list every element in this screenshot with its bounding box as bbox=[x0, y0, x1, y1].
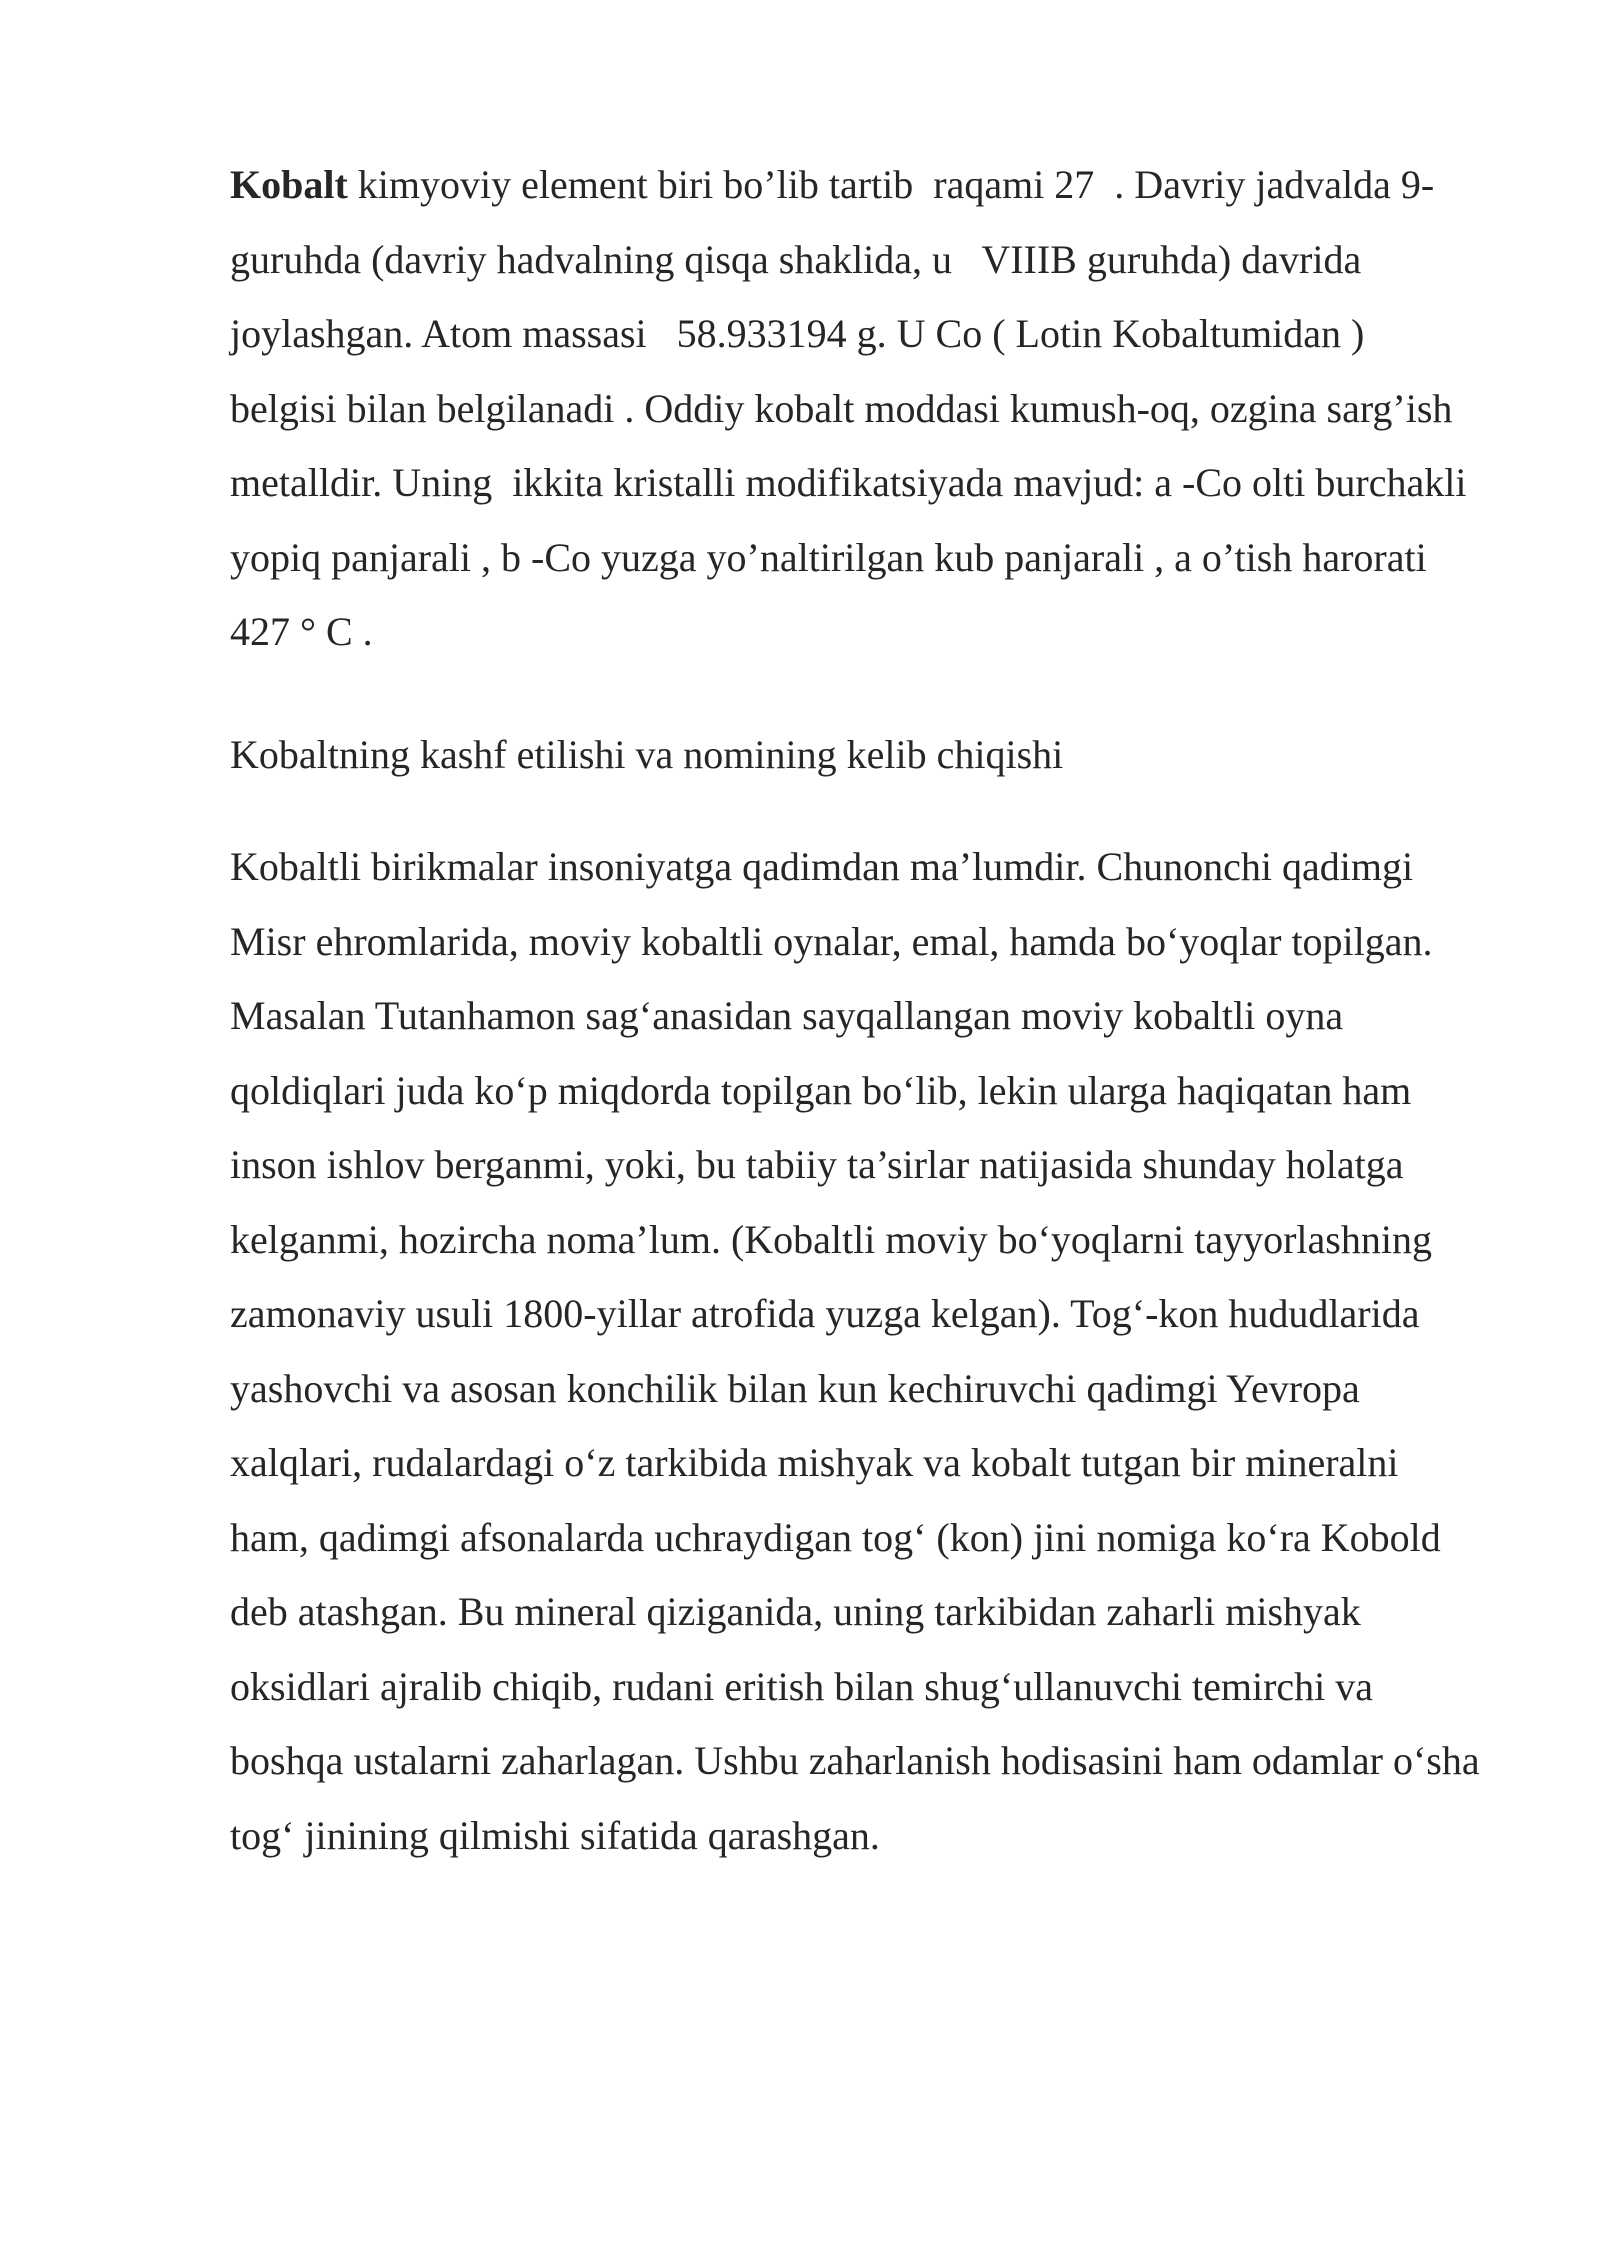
section-heading: Kobaltning kashf etilishi va nomining kelib chiqishi bbox=[230, 731, 1064, 777]
body-paragraph: Kobaltli birikmalar insoniyatga qadimdan ma’lumdir. Chunonchi qadimgi Misr ehromlarida, moviy kobaltli oynalar, emal, hamda bo‘yoqlar topilgan. Masalan Tutanhamon sag‘anasidan sayqallangan moviy kobaltli oyna qoldiqlari juda ko‘p miqdorda topilgan bo‘lib, lekin ularga haqiqatan ham inson ishlov berganmi, yoki, bu tabiiy ta’sirlar natijasida shunday holatga kelganmi, hozircha noma’lum. (Kobaltli moviy bo‘yoqlarni tayyorlashning zamonaviy usuli 1800-yillar atrofida yuzga kelgan). Tog‘-kon hududlarida yashovchi va asosan konchilik bilan kun kechiruvchi qadimgi Yevropa xalqlari, rudalardagi o‘z tarkibida mishyak va kobalt tutgan bir mineralni ham, qadimgi afsonalarda uchraydigan tog‘ (kon) jini nomiga ko‘ra Kobold deb atashgan. Bu mineral qiziganida, uning tarkibidan zaharli mishyak oksidlari ajralib chiqib, rudani eritish bilan shug‘ullanuvchi temirchi va boshqa ustalarni zaharlagan. Ushbu zaharlanish hodisasini ham odamlar o‘sha tog‘ jinining qilmishi sifatida qarashgan. bbox=[230, 844, 1490, 1858]
intro-text: kimyoviy element biri bo’lib tartib raqami 27 . Davriy jadvalda 9-guruhda (davriy hadvalning qisqa shaklida, u VIIIB guruhda) davrida joylashgan. Atom massasi 58.933194 g. U Co ( Lotin Kobaltumidan ) belgisi bilan belgilanadi . Oddiy kobalt moddasi kumush-oq, ozgina sarg’ish metalldir. Uning ikkita kristalli modifikatsiyada mavjud: a -Co olti burchakli yopiq panjarali , b -Co yuzga yo’naltirilgan kub panjarali , a o’tish harorati 427 ° C . bbox=[230, 162, 1477, 654]
document-body bbox=[230, 148, 1490, 1873]
intro-lead-word: Kobalt bbox=[230, 162, 348, 207]
intro-paragraph bbox=[230, 148, 1480, 670]
